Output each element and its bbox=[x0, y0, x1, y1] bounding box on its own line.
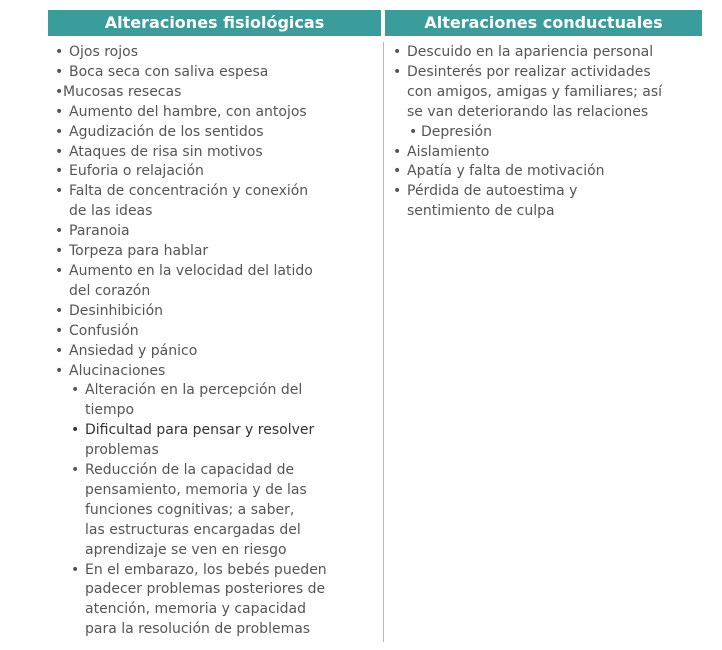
header-behavioral: Alteraciones conductuales bbox=[385, 10, 702, 36]
item-line: aprendizaje se ven en riesgo bbox=[85, 541, 287, 558]
bullet-icon: • bbox=[393, 143, 402, 160]
item-line: En el embarazo, los bebés pueden bbox=[85, 561, 327, 578]
item-line: de las ideas bbox=[69, 203, 153, 220]
item-line: Agudización de los sentidos bbox=[69, 123, 264, 140]
bullet-icon: • bbox=[55, 262, 64, 279]
physiological-list bbox=[54, 43, 383, 640]
bullet-icon: • bbox=[71, 422, 80, 439]
bullet-icon: • bbox=[55, 63, 64, 80]
sub-list-item-continuation bbox=[54, 441, 383, 461]
item-line: del corazón bbox=[69, 282, 151, 299]
item-line: Depresión bbox=[421, 123, 492, 140]
item-line: Ansiedad y pánico bbox=[69, 342, 198, 359]
list-item bbox=[54, 182, 383, 202]
list-item bbox=[392, 43, 702, 63]
sub-list-item bbox=[54, 461, 383, 481]
list-item-continuation bbox=[54, 282, 383, 302]
item-line: Alteración en la percepción del bbox=[85, 382, 303, 399]
sub-list-item-continuation bbox=[54, 521, 383, 541]
list-item bbox=[54, 322, 383, 342]
bullet-icon: • bbox=[55, 83, 64, 100]
bullet-icon: • bbox=[55, 143, 64, 160]
sub-list-item bbox=[54, 421, 383, 441]
list-item bbox=[54, 43, 383, 63]
item-line: se van deteriorando las relaciones bbox=[407, 103, 649, 120]
bullet-icon: • bbox=[55, 183, 64, 200]
bullet-icon: • bbox=[393, 63, 402, 80]
bullet-icon: • bbox=[55, 302, 64, 319]
item-line: atención, memoria y capacidad bbox=[85, 601, 307, 618]
list-item bbox=[392, 143, 702, 163]
item-line: Apatía y falta de motivación bbox=[407, 163, 605, 180]
bullet-icon: • bbox=[55, 123, 64, 140]
sub-list-item-continuation bbox=[54, 541, 383, 561]
item-line: Confusión bbox=[69, 322, 139, 339]
item-line: las estructuras encargadas del bbox=[85, 521, 301, 538]
sub-list-item-continuation bbox=[54, 580, 383, 600]
list-item-continuation bbox=[54, 202, 383, 222]
item-line: Desinterés por realizar actividades bbox=[407, 63, 651, 80]
list-item bbox=[54, 83, 383, 103]
bullet-icon: • bbox=[393, 163, 402, 180]
bullet-icon: • bbox=[55, 163, 64, 180]
sub-list-item bbox=[54, 381, 383, 401]
header-physiological: Alteraciones fisiológicas bbox=[48, 10, 381, 36]
list-item bbox=[54, 222, 383, 242]
bullet-icon: • bbox=[393, 44, 402, 60]
bullet-icon: • bbox=[55, 362, 64, 379]
item-line: con amigos, amigas y familiares; así bbox=[407, 83, 663, 100]
item-line: Mucosas resecas bbox=[63, 83, 182, 100]
list-item bbox=[54, 302, 383, 322]
list-item bbox=[54, 123, 383, 143]
item-line: pensamiento, memoria y de las bbox=[85, 481, 307, 498]
list-item bbox=[54, 342, 383, 362]
item-line: Torpeza para hablar bbox=[69, 243, 209, 260]
item-line: Euforia o relajación bbox=[69, 163, 204, 180]
list-item bbox=[392, 182, 702, 202]
item-line: Ojos rojos bbox=[69, 44, 138, 60]
item-line: Alucinaciones bbox=[69, 362, 166, 379]
sub-list-item-continuation bbox=[54, 501, 383, 521]
bullet-icon: • bbox=[55, 223, 64, 240]
item-line: Ataques de risa sin motivos bbox=[69, 143, 263, 160]
sub-list-item bbox=[54, 561, 383, 581]
item-line: sentimiento de culpa bbox=[407, 203, 555, 220]
item-line: Reducción de la capacidad de bbox=[85, 462, 295, 479]
item-line: problemas bbox=[85, 442, 159, 459]
bullet-icon: • bbox=[71, 561, 80, 578]
list-item bbox=[54, 262, 383, 282]
table-body bbox=[48, 36, 702, 642]
list-item-continuation bbox=[392, 83, 702, 103]
item-line: Aumento del hambre, con antojos bbox=[69, 103, 307, 120]
list-item bbox=[54, 103, 383, 123]
list-item bbox=[54, 162, 383, 182]
bullet-icon: • bbox=[393, 183, 402, 200]
table-header bbox=[48, 10, 702, 36]
list-item bbox=[54, 242, 383, 262]
list-item bbox=[54, 362, 383, 382]
bullet-icon: • bbox=[55, 243, 64, 260]
item-line: Aislamiento bbox=[407, 143, 490, 160]
item-line: Pérdida de autoestima y bbox=[407, 183, 578, 200]
item-line: Boca seca con saliva espesa bbox=[69, 63, 269, 80]
sub-list-item-continuation bbox=[54, 401, 383, 421]
item-line: funciones cognitivas; a saber, bbox=[85, 501, 295, 518]
sub-list-item-continuation bbox=[54, 620, 383, 640]
bullet-icon: • bbox=[71, 462, 80, 479]
item-line: Falta de concentración y conexión bbox=[69, 183, 309, 200]
behavioral-column bbox=[384, 36, 702, 642]
physiological-column bbox=[48, 36, 383, 642]
bullet-icon: • bbox=[55, 103, 64, 120]
item-line: Dificultad para pensar y resolver bbox=[85, 422, 315, 439]
bullet-icon: • bbox=[55, 342, 64, 359]
list-item bbox=[54, 143, 383, 163]
item-line: tiempo bbox=[85, 402, 135, 419]
bullet-icon: • bbox=[55, 322, 64, 339]
list-item-continuation bbox=[392, 103, 702, 123]
bullet-icon: • bbox=[55, 44, 64, 60]
bullet-icon: • bbox=[71, 382, 80, 399]
item-line: Aumento en la velocidad del latido bbox=[69, 262, 313, 279]
item-line: Descuido en la apariencia personal bbox=[407, 44, 654, 60]
item-line: padecer problemas posteriores de bbox=[85, 581, 326, 598]
sub-list-item-continuation bbox=[54, 481, 383, 501]
list-item-continuation bbox=[392, 202, 702, 222]
item-line: Desinhibición bbox=[69, 302, 164, 319]
item-line: Paranoia bbox=[69, 223, 130, 240]
list-item bbox=[392, 63, 702, 83]
behavioral-list bbox=[392, 43, 702, 222]
item-line: para la resolución de problemas bbox=[85, 621, 311, 638]
bullet-icon: • bbox=[409, 123, 418, 140]
comparison-table bbox=[48, 10, 702, 642]
list-item bbox=[392, 162, 702, 182]
sub-list-item-continuation bbox=[54, 600, 383, 620]
list-item bbox=[54, 63, 383, 83]
sub-list-item bbox=[392, 123, 702, 143]
